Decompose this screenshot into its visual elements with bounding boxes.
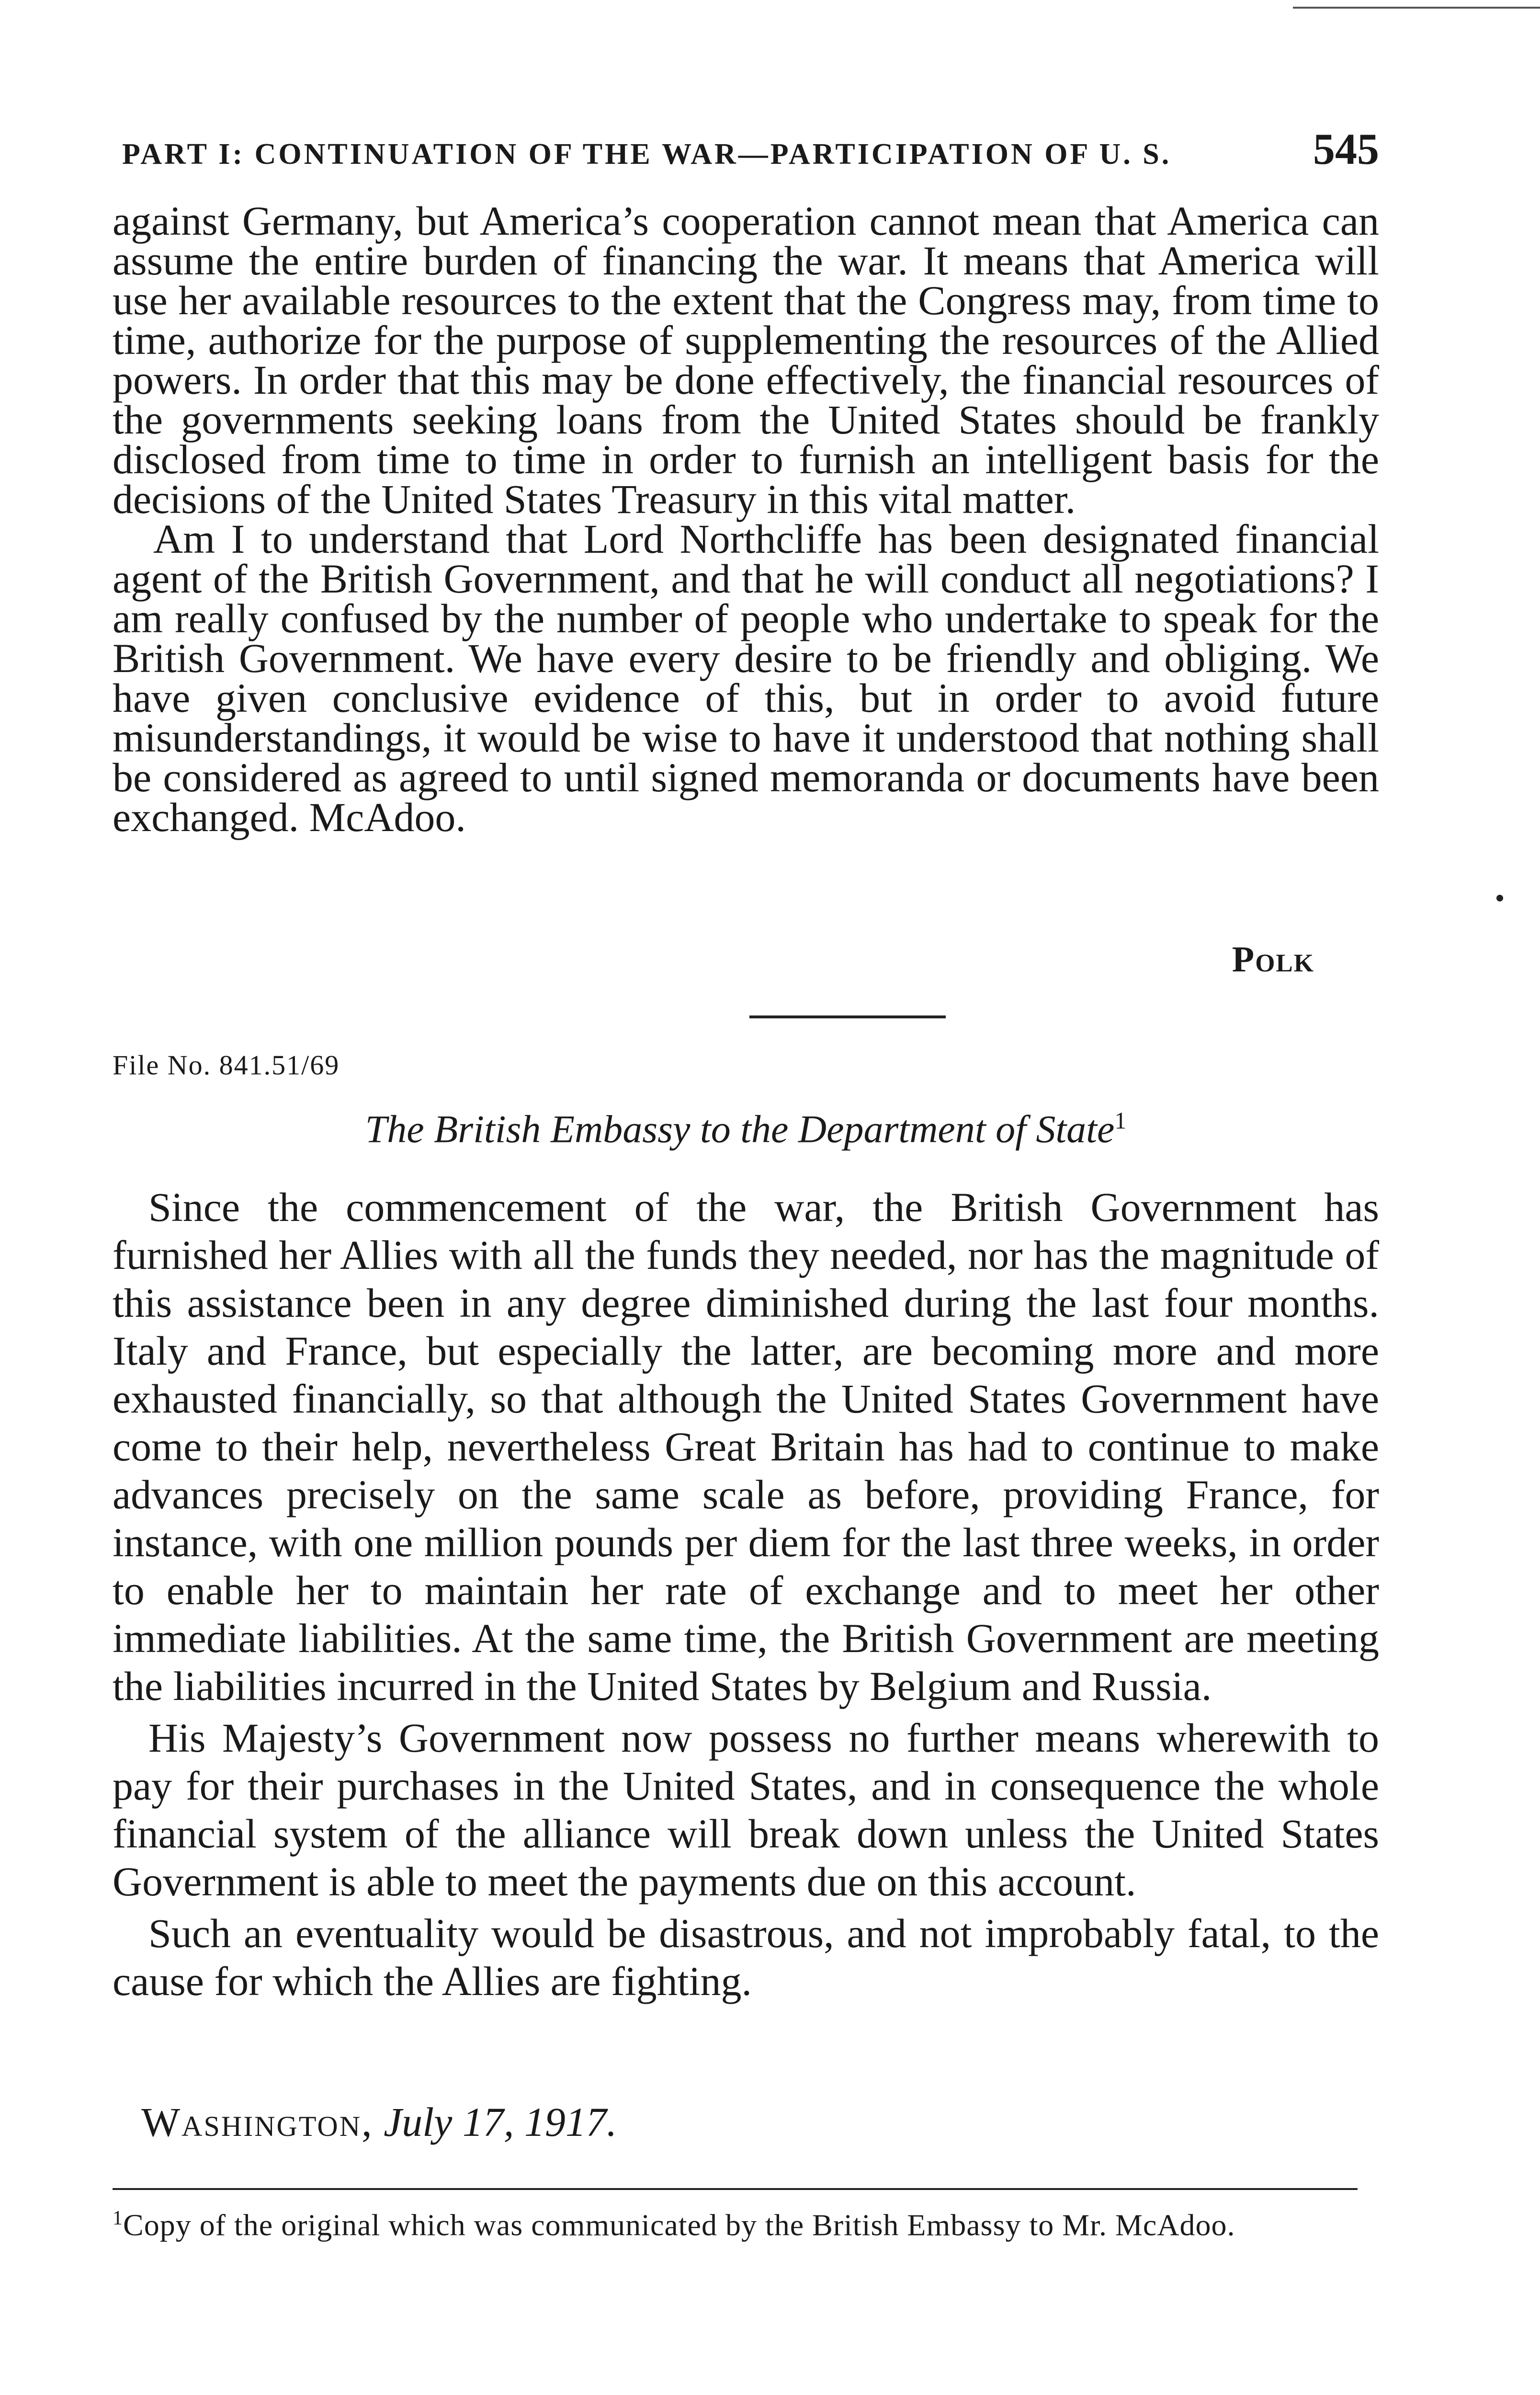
document-title-text: The British Embassy to the Department of State: [365, 1107, 1115, 1151]
document-title: [113, 1106, 1379, 1152]
file-number: File No. 841.51/69: [113, 1049, 340, 1081]
paragraph: Since the commencement of the war, the British Government has furnished her Allies with all the funds they needed, nor has the magnitude of this assistance been in any degree diminished during the last four months. Italy and France, but especially the latter, are becoming more and more exhausted financially, so that although the United States Government have come to their help, nevertheless Great Britain has had to continue to make advances precisely on the same scale as before, providing France, for instance, with one million pounds per diem for the last three weeks, in order to enable her to maintain her rate of exchange and to meet her other immediate liabilities. At the same time, the British Government are meeting the liabilities incurred in the United States by Belgium and Russia.: [113, 1184, 1379, 1709]
memorandum-body: [113, 1183, 1379, 2009]
paragraph: His Majesty’s Government now possess no further means wherewith to pay for their purchases in the United States, and in consequence the whole financial system of the alliance will break down unless the United States Government is able to meet the payments due on this account.: [113, 1715, 1379, 1905]
signature: Polk: [1232, 939, 1314, 980]
footnote-mark: 1: [113, 2207, 123, 2229]
paragraph: Am I to understand that Lord Northcliffe has been designated financial agent of the British Government, and that he will conduct all negotiations? I am really confused by the number of people who undertake to speak for the British Government. We have every desire to be friendly and obliging. We have given conclusive evidence of this, but in order to avoid future misunderstandings, it would be wise to have it understood that nothing shall be considered as agreed to until signed memoranda or documents have been exchanged. McAdoo.: [113, 516, 1379, 840]
page-number: 545: [1313, 125, 1379, 173]
running-head: [122, 124, 1379, 174]
top-edge-rule: [1293, 7, 1540, 9]
dateline: [141, 2098, 617, 2146]
footnote-rule: [113, 2188, 1358, 2190]
telegram-body: [113, 198, 1379, 840]
running-title: PART I: CONTINUATION OF THE WAR—PARTICIPATION OF U. S.: [122, 138, 1172, 171]
paragraph: against Germany, but America’s cooperation cannot mean that America can assume the entire burden of financing the war. It means that America will use her available resources to the extent that the Congress may, from time to time, authorize for the purpose of supplementing the resources of the Allied powers. In order that this may be done effectively, the financial resources of the governments seeking loans from the United States should be frankly disclosed from time to time in order to furnish an intelligent basis for the decisions of the United States Treasury in this vital matter.: [113, 198, 1379, 522]
paragraph: Such an eventuality would be disastrous, and not improbably fatal, to the cause for which the Allies are fighting.: [113, 1910, 1379, 2004]
footnote: [113, 2201, 1358, 2242]
dateline-date: July 17, 1917.: [384, 2099, 617, 2145]
margin-mark: [1496, 895, 1503, 901]
dateline-place: Washington,: [141, 2099, 374, 2145]
section-divider: [749, 1015, 946, 1018]
footnote-reference: 1: [1114, 1107, 1127, 1134]
footnote-text: Copy of the original which was communicated by the British Embassy to Mr. McAdoo.: [123, 2208, 1235, 2242]
